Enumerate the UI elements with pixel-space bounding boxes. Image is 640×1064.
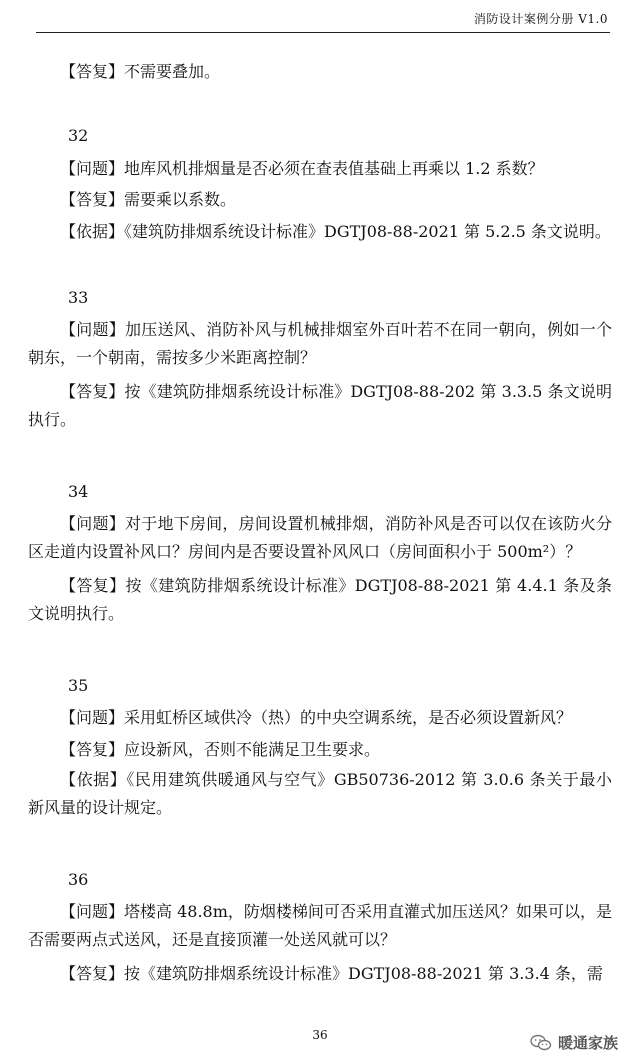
answer-32: 【答复】需要乘以系数。 bbox=[60, 190, 237, 209]
item-number-34: 34 bbox=[68, 482, 89, 501]
answer-36: 【答复】按《建筑防排烟系统设计标准》DGTJ08-88-2021 第 3.3.4 条，需 bbox=[60, 964, 603, 983]
answer-33: 【答复】按《建筑防排烟系统设计标准》DGTJ08-88-202 第 3.3.5 条文说明执行。 bbox=[28, 382, 612, 429]
answer-34: 【答复】按《建筑防排烟系统设计标准》DGTJ08-88-2021 第 4.4.1 条及条文说明执行。 bbox=[28, 576, 612, 623]
question-35: 【问题】采用虹桥区域供冷（热）的中央空调系统，是否必须设置新风？ bbox=[60, 708, 573, 727]
wechat-icon bbox=[530, 1034, 552, 1052]
answer-31: 【答复】不需要叠加。 bbox=[60, 62, 221, 81]
watermark-text: 暖通家族 bbox=[557, 1034, 618, 1052]
page-number: 36 bbox=[312, 1028, 328, 1042]
item-number-35: 35 bbox=[68, 676, 89, 695]
item-number-33: 33 bbox=[68, 288, 89, 307]
item-number-32: 32 bbox=[68, 126, 89, 145]
watermark bbox=[530, 1032, 618, 1053]
item-number-36: 36 bbox=[68, 870, 89, 889]
header-title: 消防设计案例分册 V1.0 bbox=[473, 12, 608, 26]
question-34: 【问题】对于地下房间，房间设置机械排烟，消防补风是否可以仅在该防火分区走道内设置补风口？房间内是否要设置补风风口（房间面积小于 500m²）？ bbox=[28, 514, 612, 561]
basis-32: 【依据】《建筑防排烟系统设计标准》DGTJ08-88-2021 第 5.2.5 条文说明。 bbox=[60, 222, 611, 241]
question-36: 【问题】塔楼高 48.8m，防烟楼梯间可否采用直灌式加压送风？如果可以，是否需要两点式送风，还是直接顶灌一处送风就可以？ bbox=[28, 902, 612, 949]
answer-35: 【答复】应设新风，否则不能满足卫生要求。 bbox=[60, 740, 381, 759]
page-header bbox=[36, 8, 610, 33]
question-32: 【问题】地库风机排烟量是否必须在查表值基础上再乘以 1.2 系数？ bbox=[60, 159, 544, 178]
basis-35: 【依据】《民用建筑供暖通风与空气》GB50736-2012 第 3.0.6 条关于最小新风量的设计规定。 bbox=[28, 770, 612, 817]
question-33: 【问题】加压送风、消防补风与机械排烟室外百叶若不在同一朝向，例如一个朝东，一个朝南，需按多少米距离控制？ bbox=[28, 320, 612, 367]
